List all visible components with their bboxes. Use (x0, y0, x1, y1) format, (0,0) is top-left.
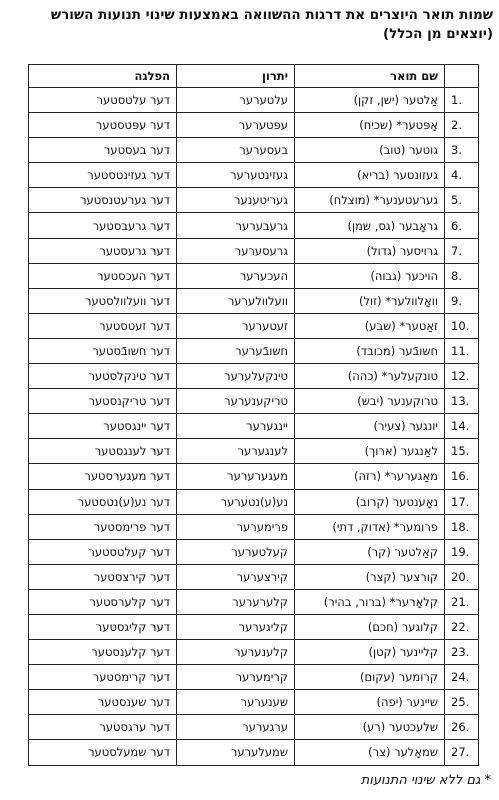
superlative-cell: דער פרימסטער (29, 514, 177, 539)
table-row (29, 489, 479, 514)
table-row (29, 288, 479, 313)
row-number: 3. (445, 138, 479, 163)
table-row (29, 665, 479, 690)
table-row (29, 539, 479, 564)
table-row (29, 238, 479, 263)
superlative-cell: דער חשובֿסטער (29, 338, 177, 363)
adjective-cell: מאַגערער* (רזה) (295, 464, 445, 489)
row-number: 9. (445, 288, 479, 313)
superlative-cell: דער קליגסטער (29, 614, 177, 639)
superlative-cell: דער גרעבסטער (29, 213, 177, 238)
table-row (29, 614, 479, 639)
table-row (29, 188, 479, 213)
superlative-cell: דער עלטסטער (29, 88, 177, 113)
superlative-cell: דער עפּטסטער (29, 113, 177, 138)
table-row (29, 690, 479, 715)
row-number: 23. (445, 640, 479, 665)
table-row (29, 514, 479, 539)
adjective-cell: טונקעלער* (כהה) (295, 364, 445, 389)
header-number (445, 65, 479, 88)
superlative-cell: דער וועלוולסטער (29, 288, 177, 313)
superlative-cell: דער גערעטנסטער (29, 188, 177, 213)
comparative-cell: חשובֿערער (177, 338, 295, 363)
table-row (29, 464, 479, 489)
adjective-cell: יונגער (צעיר) (295, 414, 445, 439)
comparative-cell: מעגערערער (177, 464, 295, 489)
table-row (29, 213, 479, 238)
comparative-cell: גרעבערער (177, 213, 295, 238)
adjective-cell: הויכער (גבוה) (295, 263, 445, 288)
adjective-cell: קורצער (קצר) (295, 564, 445, 589)
superlative-cell: דער געזינטסטער (29, 163, 177, 188)
superlative-cell: דער יינגסטער (29, 414, 177, 439)
table-row (29, 364, 479, 389)
comparative-cell: יינגערער (177, 414, 295, 439)
header-superlative: הפלגה (29, 65, 177, 88)
table-row (29, 138, 479, 163)
adjective-cell: אַלטער (ישן, זקן) (295, 88, 445, 113)
comparative-cell: געזינטערער (177, 163, 295, 188)
table-row (29, 113, 479, 138)
comparative-cell: קירצערער (177, 564, 295, 589)
comparative-cell: עלטערער (177, 88, 295, 113)
row-number: 26. (445, 715, 479, 740)
row-number: 7. (445, 238, 479, 263)
superlative-cell: דער קרימסטער (29, 665, 177, 690)
row-number: 5. (445, 188, 479, 213)
adjective-cell: קאַלטער (קר) (295, 539, 445, 564)
row-number: 17. (445, 489, 479, 514)
adjective-cell: לאַנגער (ארוך) (295, 439, 445, 464)
superlative-cell: דער קירצסטער (29, 564, 177, 589)
superlative-cell: דער שמעלסטער (29, 740, 177, 765)
comparative-cell: טינקעלערער (177, 364, 295, 389)
adjective-cell: קלאָרער* (ברור, בהיר) (295, 589, 445, 614)
adjective-cell: גוטער (טוב) (295, 138, 445, 163)
row-number: 14. (445, 414, 479, 439)
row-number: 24. (445, 665, 479, 690)
superlative-cell: דער טריקנסטער (29, 389, 177, 414)
adjective-cell: וואָלוולער* (זול) (295, 288, 445, 313)
adjective-cell: גרויסער (גדול) (295, 238, 445, 263)
superlative-cell: דער העכסטער (29, 263, 177, 288)
adjective-cell: חשובֿער (מכובד) (295, 338, 445, 363)
superlative-cell: דער שענסטער (29, 690, 177, 715)
adjective-cell: קליינער (קטן) (295, 640, 445, 665)
adjective-cell: גראָבער (גס, שמן) (295, 213, 445, 238)
comparative-cell: קרימערער (177, 665, 295, 690)
table-row (29, 414, 479, 439)
table-row (29, 439, 479, 464)
row-number: 16. (445, 464, 479, 489)
row-number: 1. (445, 88, 479, 113)
adjective-cell: פרומער* (אדוק, דתי) (295, 514, 445, 539)
adjective-cell: שלעכטער (רע) (295, 715, 445, 740)
row-number: 22. (445, 614, 479, 639)
superlative-cell: דער מעגערסטער (29, 464, 177, 489)
table-row (29, 338, 479, 363)
row-number: 12. (445, 364, 479, 389)
row-number: 19. (445, 539, 479, 564)
superlative-cell: דער קעלטסטער (29, 539, 177, 564)
superlative-cell: דער בעסטער (29, 138, 177, 163)
table-row (29, 163, 479, 188)
adjective-cell: שיינער (יפה) (295, 690, 445, 715)
row-number: 27. (445, 740, 479, 765)
superlative-cell: דער ערגסטער (29, 715, 177, 740)
comparative-cell: געריטענער (177, 188, 295, 213)
table-row (29, 313, 479, 338)
comparative-cell: עפּטערער (177, 113, 295, 138)
footnote: * גם ללא שינוי התנועות (360, 773, 491, 788)
row-number: 8. (445, 263, 479, 288)
table-header-row (29, 65, 479, 88)
superlative-cell: דער קלענסטער (29, 640, 177, 665)
comparative-cell: שמעלערער (177, 740, 295, 765)
superlative-cell: דער טינקלסטער (29, 364, 177, 389)
table-row (29, 389, 479, 414)
superlative-cell: דער נע(ע)נטסטער (29, 489, 177, 514)
adjective-cell: געזונטער (בריא) (295, 163, 445, 188)
table-row (29, 564, 479, 589)
comparative-cell: קלערערער (177, 589, 295, 614)
comparative-cell: פרימערער (177, 514, 295, 539)
comparative-cell: גרעסערער (177, 238, 295, 263)
adjective-cell: זאַטער* (שבע) (295, 313, 445, 338)
header-adjective: שם תואר (295, 65, 445, 88)
superlative-cell: דער לענגסטער (29, 439, 177, 464)
row-number: 18. (445, 514, 479, 539)
comparative-cell: העכערער (177, 263, 295, 288)
superlative-cell: דער גרעסטער (29, 238, 177, 263)
comparative-cell: קלענערער (177, 640, 295, 665)
comparative-cell: ערגערער (177, 715, 295, 740)
page-title: שמות תואר היוצרים את דרגות ההשוואה באמצעות שינוי תנועות השורש (יוצאים מן הכלל) (50, 7, 493, 42)
row-number: 15. (445, 439, 479, 464)
adjective-cell: שמאָלער (צר) (295, 740, 445, 765)
comparative-cell: נע(ע)נטערער (177, 489, 295, 514)
comparative-cell: וועלוולערער (177, 288, 295, 313)
comparative-cell: שענערער (177, 690, 295, 715)
comparative-cell: טריקענערער (177, 389, 295, 414)
adjective-cell: גערעטענער* (מוצלח) (295, 188, 445, 213)
row-number: 25. (445, 690, 479, 715)
table-row (29, 88, 479, 113)
row-number: 20. (445, 564, 479, 589)
table-row (29, 589, 479, 614)
row-number: 11. (445, 338, 479, 363)
comparative-cell: קליגערער (177, 614, 295, 639)
adjective-cell: קרומער (עקום) (295, 665, 445, 690)
table-row (29, 740, 479, 765)
adjective-cell: אָפּטער* (שכיח) (295, 113, 445, 138)
comparative-cell: לענגערער (177, 439, 295, 464)
row-number: 10. (445, 313, 479, 338)
comparative-cell: קעלטערער (177, 539, 295, 564)
header-comparative: יתרון (177, 65, 295, 88)
adjective-cell: נאָענטער (קרוב) (295, 489, 445, 514)
comparative-cell: בעסערער (177, 138, 295, 163)
comparative-cell: זעטערער (177, 313, 295, 338)
table-row (29, 263, 479, 288)
superlative-cell: דער קלערסטער (29, 589, 177, 614)
adjective-cell: טרוקענער (יבש) (295, 389, 445, 414)
row-number: 21. (445, 589, 479, 614)
row-number: 2. (445, 113, 479, 138)
row-number: 13. (445, 389, 479, 414)
row-number: 4. (445, 163, 479, 188)
table-row (29, 640, 479, 665)
comparison-table (28, 64, 479, 766)
superlative-cell: דער זעטסטער (29, 313, 177, 338)
adjective-cell: קלוגער (חכם) (295, 614, 445, 639)
table-row (29, 715, 479, 740)
row-number: 6. (445, 213, 479, 238)
